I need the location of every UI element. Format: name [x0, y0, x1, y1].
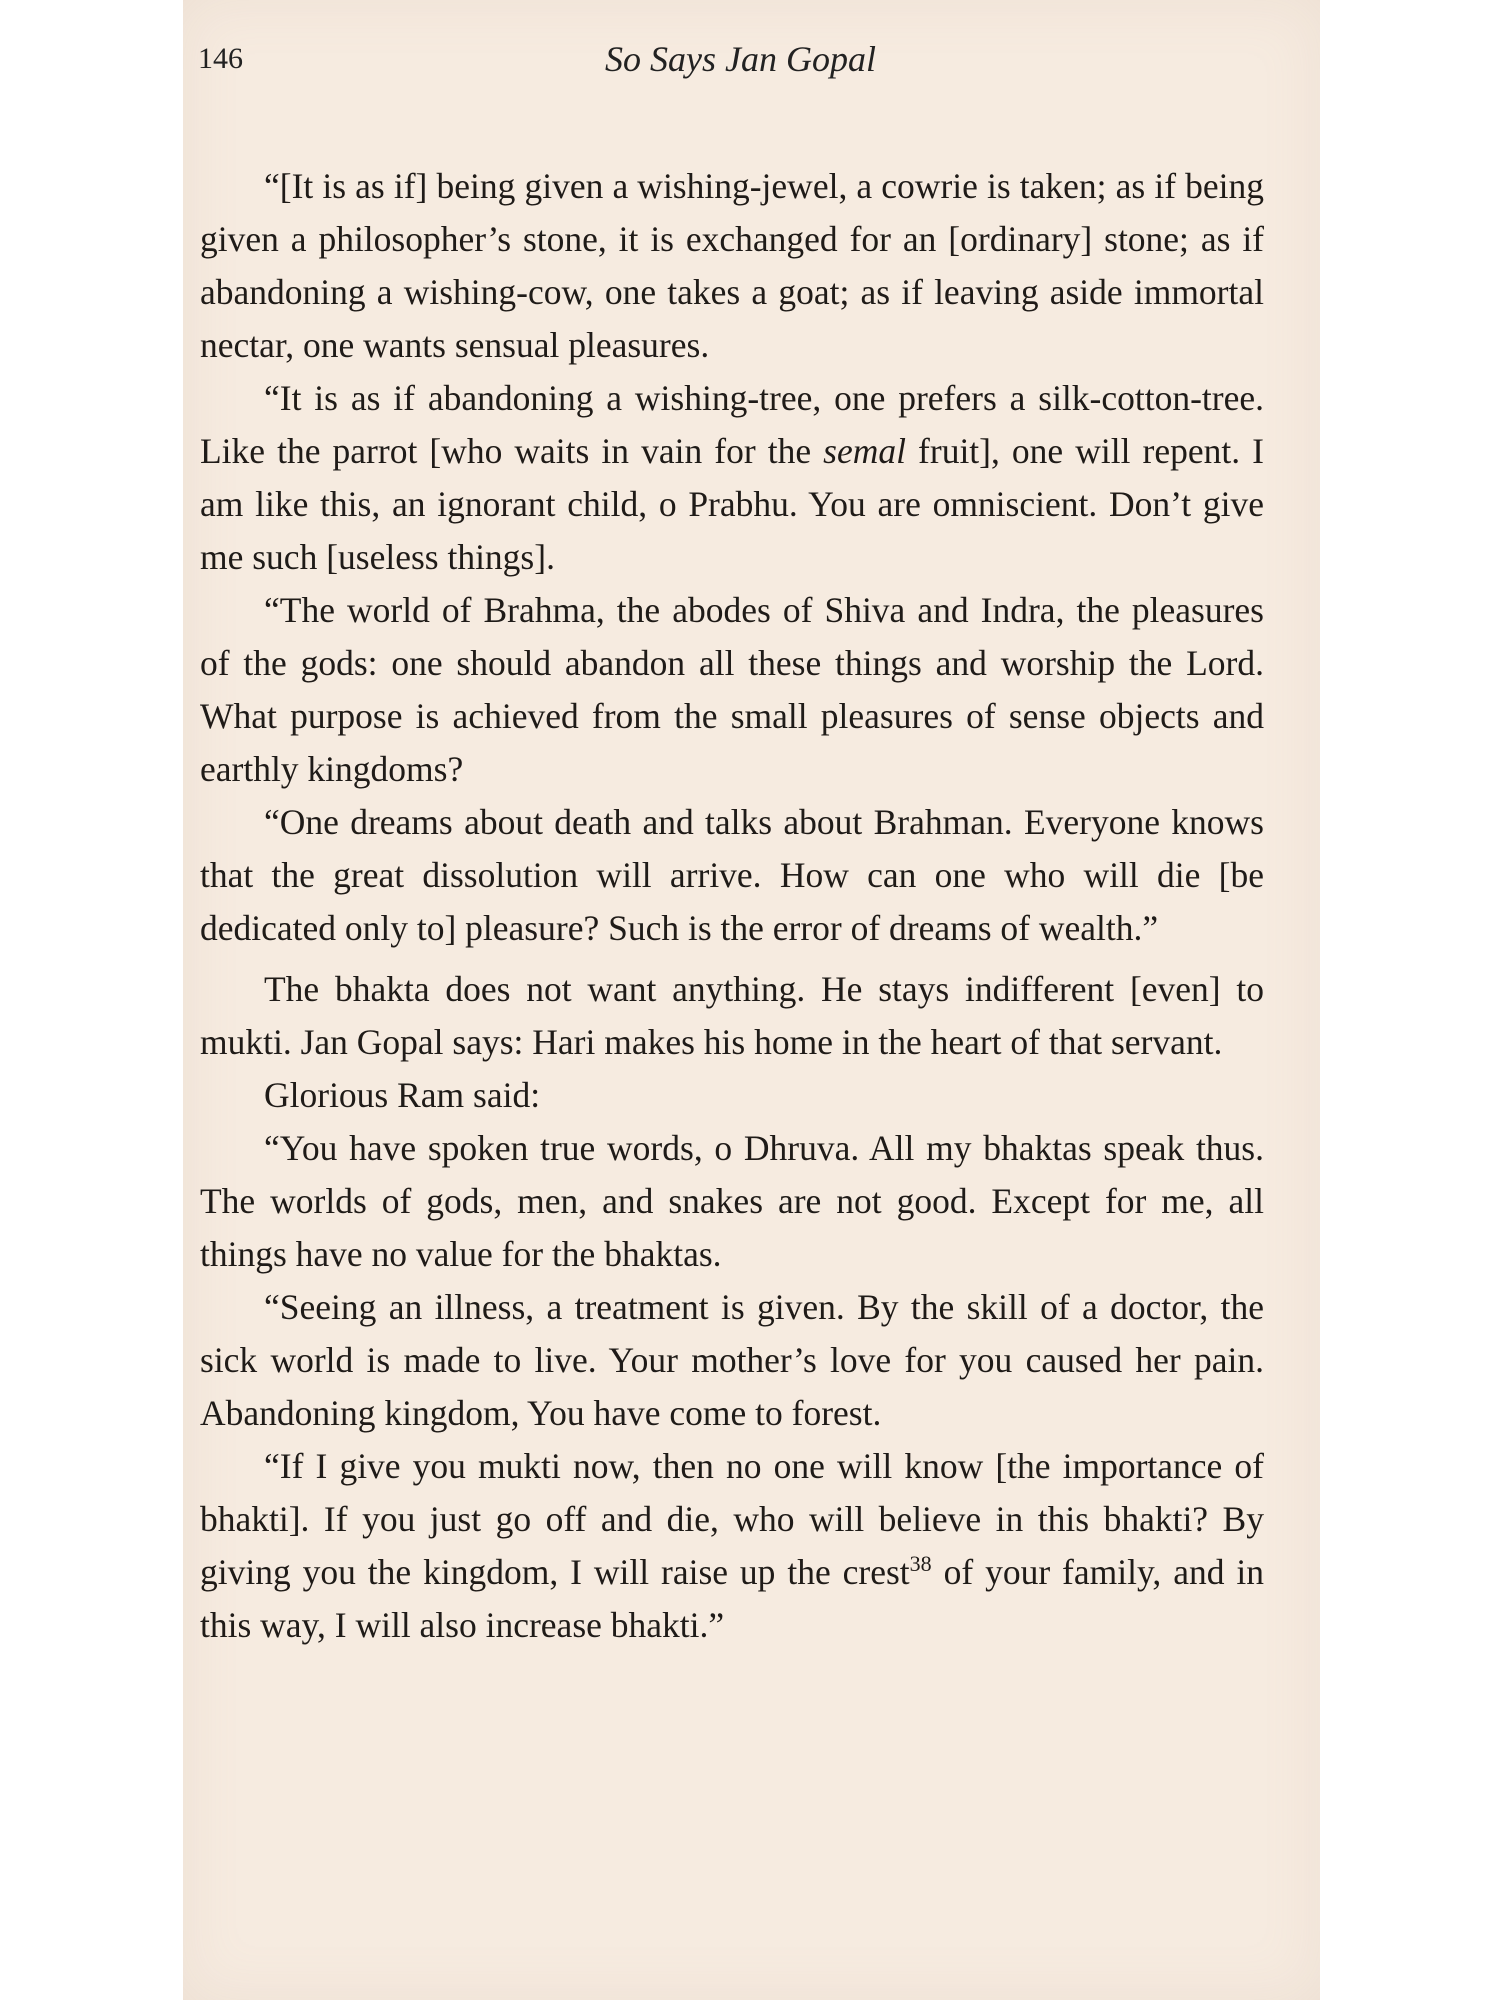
paragraph-text: fruit], one will repent. I am like this, an ignorant child, o Prabhu. You are omniscient. Don’t give me such [useless things].: [200, 431, 1264, 577]
book-page: [183, 0, 1320, 2000]
body-text: [200, 160, 1264, 1652]
paragraph: “Seeing an illness, a treatment is given. By the skill of a doctor, the sick world is made to live. Your mother’s love for you caused her pain. Abandoning kingdom, You have come to forest.: [200, 1287, 1264, 1433]
paragraph: “The world of Brahma, the abodes of Shiva and Indra, the pleasures of the gods: one should abandon all these things and worship the Lord. What purpose is achieved from the small pleasures of sense objects and earthly kingdoms?: [200, 590, 1264, 789]
paragraph-text: “If I give you mukti now, then no one will know [the importance of bhakti]. If you just go off and die, who will believe in this bhakti? By giving you the kingdom, I will raise up the crest: [200, 1446, 1264, 1592]
running-head: So Says Jan Gopal: [605, 39, 876, 79]
paragraph: “[It is as if] being given a wishing-jewel, a cowrie is taken; as if being given a philosopher’s stone, it is exchanged for an [ordinary] stone; as if abandoning a wishing-cow, one takes a goat; as if leaving aside immortal nectar, one wants sensual pleasures.: [200, 166, 1264, 365]
paragraph: Glorious Ram said:: [264, 1075, 541, 1115]
italic-term: semal: [823, 431, 906, 471]
paragraph: The bhakta does not want anything. He stays indifferent [even] to mukti. Jan Gopal says: Hari makes his home in the heart of that servant.: [200, 969, 1264, 1062]
page-number: 146: [198, 42, 243, 75]
paragraph: [200, 372, 1264, 584]
page-header: [198, 38, 1283, 88]
paragraph: [200, 1440, 1264, 1652]
footnote-marker: 38: [909, 1551, 932, 1577]
paragraph: “You have spoken true words, o Dhruva. All my bhaktas speak thus. The worlds of gods, men, and snakes are not good. Except for me, all things have no value for the bhaktas.: [200, 1128, 1264, 1274]
paragraph-text: “It is as if abandoning a wishing-tree, one prefers a silk-cotton-tree. Like the parrot [who waits in vain for the: [200, 378, 1264, 471]
paragraph: “One dreams about death and talks about Brahman. Everyone knows that the great dissolution will arrive. How can one who will die [be dedicated only to] pleasure? Such is the error of dreams of wealth.”: [200, 802, 1264, 948]
paragraph-text: of your family, and in this way, I will also increase bhakti.”: [200, 1552, 1264, 1645]
